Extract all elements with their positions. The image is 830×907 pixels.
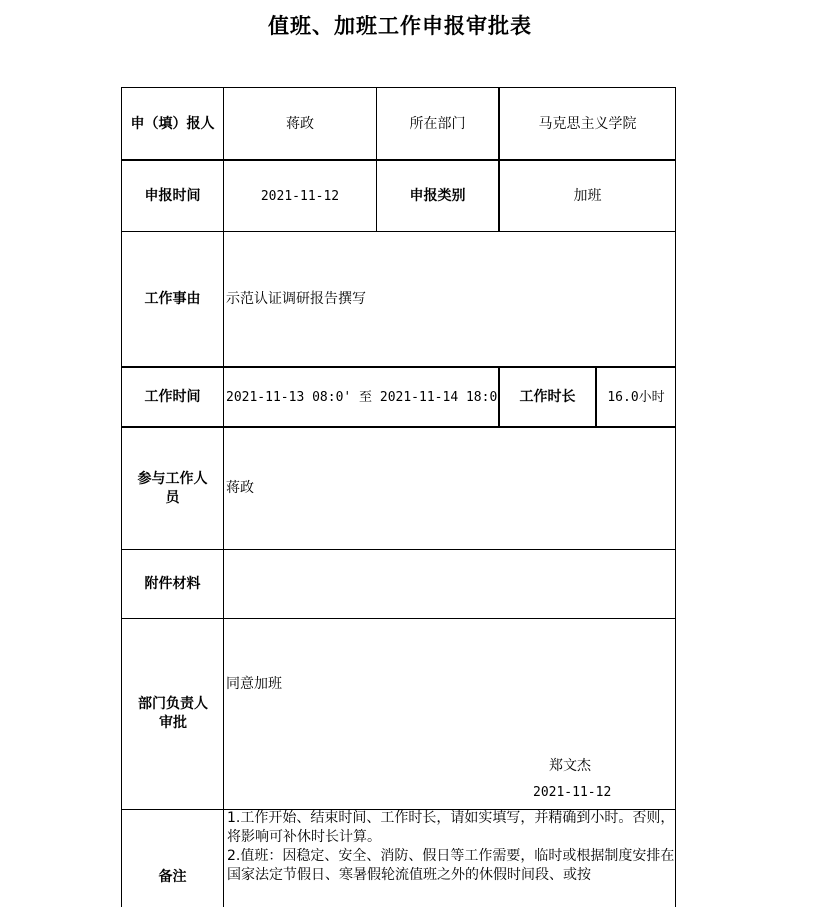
approval-text: 同意加班: [226, 675, 282, 692]
category-label: 申报类别: [409, 187, 466, 204]
apply-time-label: 申报时间: [144, 187, 201, 204]
duration-label: 工作时长: [519, 388, 576, 405]
work-time-label: 工作时间: [144, 388, 201, 405]
approval-form-table: [121, 87, 676, 907]
approval-label: 部门负责人审批: [138, 696, 208, 731]
approver-name: 郑文杰: [549, 757, 591, 774]
notes-content: [225, 809, 677, 885]
duration-value: 16.0小时: [607, 389, 665, 405]
applicant-label: 申（填）报人: [130, 115, 215, 132]
attachments-label: 附件材料: [144, 575, 201, 592]
work-time-value: 2021-11-13 08:0' 至 2021-11-14 18:0: [226, 389, 498, 405]
applicant-value: 蒋政: [286, 115, 314, 132]
department-value: 马克思主义学院: [538, 115, 637, 132]
participants-label: 参与工作人员: [137, 470, 208, 506]
attachments-value: [224, 550, 675, 618]
approval-date: 2021-11-12: [533, 784, 612, 800]
reason-label: 工作事由: [144, 290, 201, 307]
category-value: 加班: [573, 187, 602, 204]
notes-line-1: 1.工作开始、结束时间、工作时长，请如实填写，并精确到小时。否则，将影响可补休时长计算。: [227, 810, 675, 845]
form-title: 值班、加班工作申报审批表: [268, 14, 532, 38]
notes-label: 备注: [158, 868, 187, 885]
apply-time-value: 2021-11-12: [260, 188, 340, 204]
reason-value: 示范认证调研报告撰写: [226, 290, 366, 307]
department-label: 所在部门: [409, 115, 466, 132]
participants-value: 蒋政: [226, 480, 254, 496]
notes-line-2: 2.值班：因稳定、安全、消防、假日等工作需要，临时或根据制度安排在国家法定节假日、寒暑假轮流值班之外的休假时间段、或按: [227, 848, 675, 883]
